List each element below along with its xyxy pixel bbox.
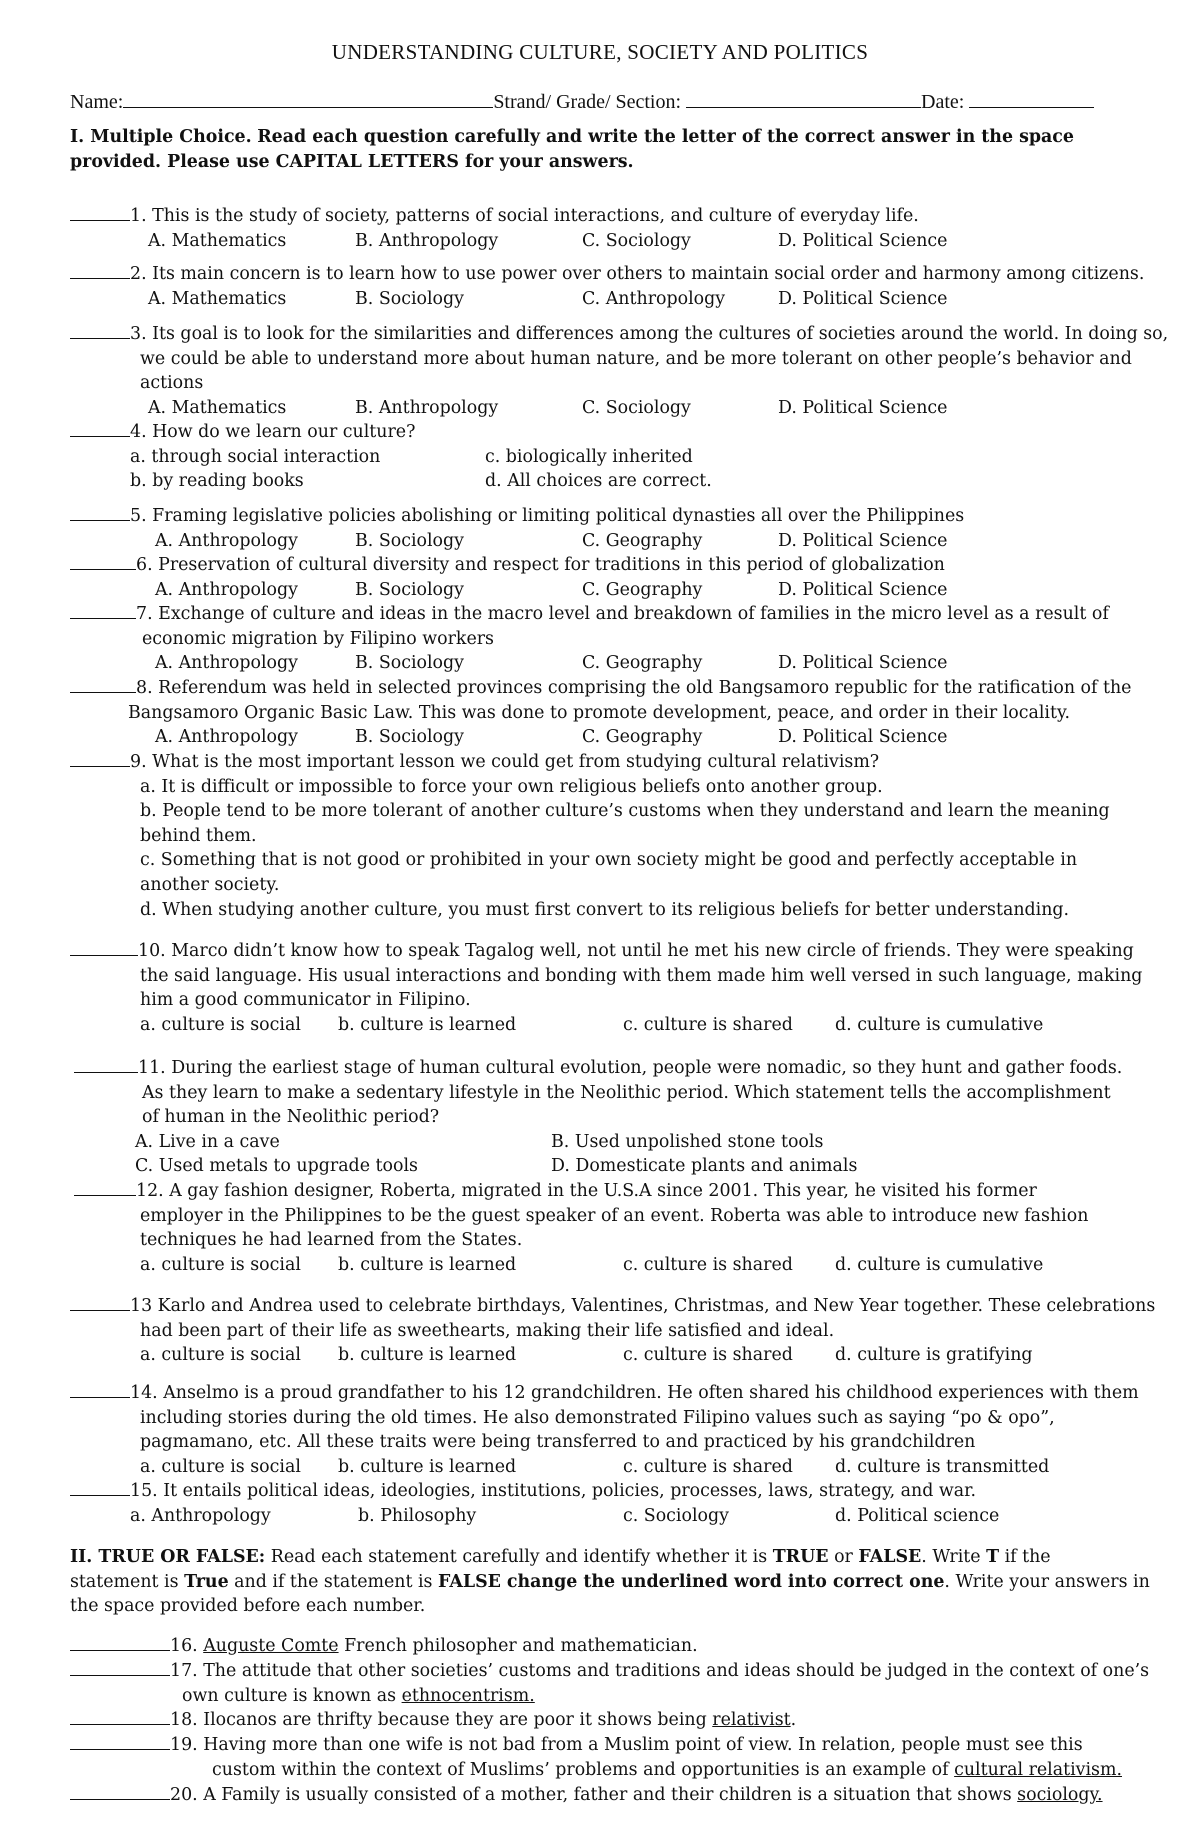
option-a: a. culture is social (140, 1254, 301, 1275)
option-a: A. Anthropology (155, 727, 298, 748)
option-a: A. Live in a cave (135, 1131, 280, 1152)
part2-instructions (70, 1545, 1150, 1619)
question-text-cont: economic migration by Filipino workers (142, 628, 494, 649)
option-c: c. biologically inherited (485, 446, 693, 467)
question-number: 8. (136, 678, 153, 698)
option-d: D. Political Science (778, 579, 948, 600)
option-a: a. culture is social (140, 1345, 301, 1366)
option-c: C. Geography (582, 579, 703, 600)
part2-true-word: True (184, 1571, 229, 1592)
question-text: Framing legislative policies abolishing or limiting political dynasties all over the Philippines (152, 506, 965, 526)
option-d: D. Political Science (778, 230, 948, 251)
question-text: Preservation of cultural diversity and respect for traditions in this period of globalization (158, 555, 945, 575)
question-11 (70, 1054, 1155, 1179)
question-3 (70, 320, 1169, 420)
part2-text: if the (1004, 1547, 1051, 1567)
question-15 (70, 1477, 1155, 1528)
underlined-term: ethnocentrism. (401, 1685, 535, 1706)
answer-blank-4[interactable] (70, 418, 130, 437)
underlined-term: Auguste Comte (203, 1636, 339, 1656)
options-6 (70, 578, 1155, 603)
part2-heading: II. TRUE OR FALSE: (70, 1547, 266, 1567)
answer-blank-20[interactable] (70, 1781, 170, 1800)
option-a: a. It is difficult or impossible to force your own religious beliefs onto another group. (140, 776, 883, 797)
statement-text: A Family is usually consisted of a mother, father and their children is a situation that shows (203, 1785, 1018, 1805)
question-10 (70, 937, 1155, 1037)
option-a: A. Mathematics (148, 288, 287, 309)
option-c: C. Sociology (582, 397, 691, 418)
question-text-cont: of human in the Neolithic period? (142, 1107, 440, 1128)
part2-text: or (834, 1547, 853, 1567)
option-d: d. culture is cumulative (835, 1254, 1044, 1275)
question-text: A gay fashion designer, Roberta, migrated in the U.S.A since 2001. This year, he visited his former (169, 1181, 1037, 1201)
option-b: B. Anthropology (355, 397, 499, 418)
option-b: B. Sociology (355, 727, 464, 748)
option-a: a. culture is social (140, 1456, 301, 1477)
option-c: C. Sociology (582, 230, 691, 251)
question-4 (70, 418, 1155, 494)
statement-text: . (790, 1710, 797, 1730)
answer-blank-3[interactable] (70, 320, 130, 339)
underlined-term: cultural relativism. (954, 1759, 1122, 1780)
part2-text: . Write (921, 1547, 981, 1567)
question-number: 6. (136, 555, 153, 575)
question-6 (70, 551, 1155, 602)
option-a: a. through social interaction (130, 446, 381, 467)
statement-text: custom within the context of Muslims’ problems and opportunities is an example of (212, 1759, 955, 1780)
question-text: Its goal is to look for the similarities and differences among the cultures of societies around the world. In doing so, (152, 324, 1169, 344)
statement-number: 19. (170, 1735, 198, 1755)
question-text-cont: actions (140, 373, 204, 394)
option-a: a. Anthropology (130, 1505, 271, 1526)
question-text-cont: including stories during the old times. He also demonstrated Filipino values such as saying “po & opo”, (140, 1407, 1055, 1428)
options-15 (70, 1504, 1155, 1529)
option-b: b. by reading books (130, 471, 304, 492)
answer-blank-9[interactable] (70, 748, 130, 767)
question-text: This is the study of society, patterns of social interactions, and culture of everyday life. (152, 206, 919, 226)
part2-text: the space provided before each number. (70, 1596, 426, 1617)
option-a: a. culture is social (140, 1014, 301, 1035)
part2-true-word: TRUE (772, 1547, 829, 1567)
question-text-cont: Bangsamoro Organic Basic Law. This was done to promote development, peace, and order in their locality. (128, 702, 1071, 723)
question-text-cont: employer in the Philippines to be the guest speaker of an event. Roberta was able to introduce new fashion (140, 1205, 1089, 1226)
option-b: B. Sociology (355, 579, 464, 600)
answer-blank-12[interactable] (74, 1177, 136, 1196)
option-b: b. culture is learned (338, 1014, 517, 1035)
option-c: c. culture is shared (623, 1456, 793, 1477)
option-d: D. Political Science (778, 288, 948, 309)
underlined-term: sociology. (1017, 1785, 1103, 1805)
statement-text: Having more than one wife is not bad from a Muslim point of view. In relation, people must see this (203, 1735, 1083, 1755)
options-2 (70, 287, 1155, 312)
option-b: B. Sociology (355, 288, 464, 309)
option-a: A. Anthropology (155, 530, 298, 551)
question-text: Anselmo is a proud grandfather to his 12 grandchildren. He often shared his childhood experiences with them (163, 1383, 1139, 1403)
statement-19 (70, 1731, 1155, 1782)
options-14 (70, 1455, 1155, 1480)
answer-blank-13[interactable] (70, 1292, 130, 1311)
question-9 (70, 748, 1155, 922)
question-text-cont: techniques he had learned from the States. (140, 1230, 523, 1251)
statement-16 (70, 1632, 1155, 1659)
options-12 (70, 1253, 1155, 1278)
name-field[interactable] (123, 89, 493, 108)
option-a: A. Mathematics (148, 397, 287, 418)
option-d: D. Political Science (778, 530, 948, 551)
part2-text: Read each statement carefully and identify whether it is (270, 1547, 768, 1567)
question-text: What is the most important lesson we could get from studying cultural relativism? (152, 752, 880, 772)
option-b: b. Philosophy (358, 1505, 477, 1526)
options-5 (70, 529, 1155, 554)
question-12 (70, 1177, 1155, 1277)
statement-number: 17. (170, 1661, 198, 1681)
answer-blank-19[interactable] (70, 1731, 170, 1750)
answer-blank-18[interactable] (70, 1706, 170, 1725)
options-1 (70, 229, 1155, 254)
question-number: 5. (130, 506, 147, 526)
answer-blank-7[interactable] (70, 600, 136, 619)
page-title: UNDERSTANDING CULTURE, SOCIETY AND POLITICS (331, 40, 869, 64)
question-text: Exchange of culture and ideas in the macro level and breakdown of families in the micro level as a result of (158, 604, 1109, 624)
options-8 (70, 725, 1155, 750)
statement-20 (70, 1781, 1155, 1808)
question-number: 1. (130, 206, 147, 226)
question-text: Its main concern is to learn how to use power over others to maintain social order and harmony among citizens. (152, 264, 1145, 284)
answer-blank-1[interactable] (70, 202, 130, 221)
option-c: c. culture is shared (623, 1014, 793, 1035)
option-c: c. culture is shared (623, 1254, 793, 1275)
options-10 (70, 1013, 1155, 1038)
part2-text: . Write your answers in (944, 1571, 1150, 1592)
options-11-row1 (70, 1130, 1155, 1155)
part2-t-word: T (986, 1547, 1000, 1567)
question-text-cont: pagmamano, etc. All these traits were being transferred to and practiced by his grandchildren (140, 1432, 976, 1453)
option-c: C. Geography (582, 530, 703, 551)
option-b: B. Sociology (355, 530, 464, 551)
statement-number: 16. (170, 1636, 198, 1656)
question-text-cont: we could be able to understand more about human nature, and be more tolerant on other people’s behavior and (140, 348, 1132, 369)
question-text: Karlo and Andrea used to celebrate birthdays, Valentines, Christmas, and New Year together. These celebrations (157, 1296, 1156, 1316)
question-number: 3. (130, 324, 147, 344)
statement-text: Ilocanos are thrifty because they are poor it shows being (203, 1710, 713, 1730)
question-number: 13 (130, 1296, 153, 1316)
answer-blank-2[interactable] (70, 260, 130, 279)
question-text-cont: As they learn to make a sedentary lifestyle in the Neolithic period. Which statement tells the accomplishment (142, 1082, 1111, 1103)
option-d: d. When studying another culture, you must first convert to its religious beliefs for better understanding. (140, 899, 1070, 920)
option-d: D. Political Science (778, 727, 948, 748)
answer-blank-17[interactable] (70, 1657, 170, 1676)
part1-heading: I. Multiple Choice. (70, 127, 252, 147)
part1-instructions (70, 125, 1150, 175)
statement-text: French philosopher and mathematician. (338, 1636, 698, 1656)
option-d: D. Political Science (778, 653, 948, 674)
part2-text: and if the statement is (234, 1571, 433, 1592)
question-number: 4. (130, 422, 147, 442)
question-number: 7. (136, 604, 153, 624)
option-b: b. People tend to be more tolerant of another culture’s customs when they understand and learn the meaning behind them. (140, 801, 1110, 846)
answer-blank-14[interactable] (70, 1379, 130, 1398)
question-1 (70, 202, 1155, 253)
options-11-row2 (70, 1154, 1155, 1179)
options-4-row1 (70, 445, 1155, 470)
answer-blank-6[interactable] (70, 551, 136, 570)
question-number: 15. (130, 1481, 158, 1501)
answer-blank-5[interactable] (70, 502, 130, 521)
question-2 (70, 260, 1155, 311)
options-7 (70, 651, 1155, 676)
option-c: C. Geography (582, 653, 703, 674)
question-5 (70, 502, 1155, 553)
question-number: 12. (136, 1181, 164, 1201)
question-number: 9. (130, 752, 147, 772)
question-7 (70, 600, 1155, 676)
answer-blank-15[interactable] (70, 1477, 130, 1496)
question-text-cont: had been part of their life as sweethearts, making their life satisfied and ideal. (140, 1320, 835, 1341)
option-b: B. Used unpolished stone tools (551, 1131, 824, 1152)
date-label: Date: (921, 91, 965, 113)
options-13 (70, 1343, 1155, 1368)
option-b: b. culture is learned (338, 1456, 517, 1477)
underlined-term: relativist (712, 1710, 791, 1730)
question-number: 2. (130, 264, 147, 284)
date-field[interactable] (969, 89, 1094, 108)
option-d: d. culture is cumulative (835, 1014, 1044, 1035)
option-a: A. Mathematics (148, 230, 287, 251)
option-c: C. Anthropology (582, 288, 726, 309)
option-c: c. culture is shared (623, 1345, 793, 1366)
part1-instruction: Read each question carefully and write the letter of the correct answer in the space provided. Please use CAPITAL LETTERS for your answers. (70, 127, 1074, 172)
option-a: A. Anthropology (155, 653, 298, 674)
name-label: Name: (70, 91, 124, 113)
question-text-cont: him a good communicator in Filipino. (140, 990, 471, 1011)
question-number: 10. (138, 941, 166, 961)
answer-blank-8[interactable] (70, 674, 136, 693)
statement-text: own culture is known as (182, 1685, 402, 1706)
strand-field[interactable] (686, 89, 921, 108)
question-text: Referendum was held in selected provinces comprising the old Bangsamoro republic for the ratification of the (158, 678, 1132, 698)
option-b: b. culture is learned (338, 1254, 517, 1275)
option-b: B. Anthropology (355, 230, 499, 251)
options-4-row2 (70, 469, 1155, 494)
statement-18 (70, 1706, 1155, 1733)
option-d: d. culture is transmitted (835, 1456, 1050, 1477)
statement-number: 20. (170, 1785, 198, 1805)
option-d: d. All choices are correct. (485, 471, 712, 492)
option-b: B. Sociology (355, 653, 464, 674)
option-d: D. Political Science (778, 397, 948, 418)
option-d: D. Domesticate plants and animals (551, 1156, 858, 1177)
part2-text: statement is (70, 1571, 179, 1592)
question-number: 14. (130, 1383, 158, 1403)
question-text: During the earliest stage of human cultural evolution, people were nomadic, so they hunt and gather foods. (171, 1058, 1123, 1078)
option-c: C. Geography (582, 727, 703, 748)
part2-false-word: FALSE (858, 1547, 922, 1567)
statement-number: 18. (170, 1710, 198, 1730)
statement-17 (70, 1657, 1155, 1708)
option-c: c. Something that is not good or prohibited in your own society might be good and perfectly acceptable in another society. (140, 850, 1078, 895)
question-14 (70, 1379, 1155, 1479)
option-d: d. Political science (835, 1505, 1000, 1526)
question-text-cont: the said language. His usual interactions and bonding with them made him well versed in such language, making (140, 965, 1143, 986)
answer-blank-11[interactable] (74, 1054, 138, 1073)
option-a: A. Anthropology (155, 579, 298, 600)
option-c: C. Used metals to upgrade tools (135, 1156, 418, 1177)
question-8 (70, 674, 1155, 750)
options-3 (70, 396, 1155, 421)
question-text: Marco didn’t know how to speak Tagalog well, not until he met his new circle of friends. They were speaking (171, 941, 1134, 961)
question-number: 11. (138, 1058, 166, 1078)
answer-blank-16[interactable] (70, 1632, 170, 1651)
question-text: It entails political ideas, ideologies, institutions, policies, processes, laws, strategy, and war. (163, 1481, 977, 1501)
question-13 (70, 1292, 1155, 1368)
option-b: b. culture is learned (338, 1345, 517, 1366)
option-d: d. culture is gratifying (835, 1345, 1033, 1366)
question-text: How do we learn our culture? (152, 422, 416, 442)
student-info-line (70, 89, 1140, 115)
answer-blank-10[interactable] (70, 937, 138, 956)
statement-text: The attitude that other societies’ customs and traditions and ideas should be judged in the context of one’s (203, 1661, 1150, 1681)
part2-false-instruction: FALSE change the underlined word into correct one (438, 1571, 945, 1592)
strand-label: Strand/ Grade/ Section: (493, 91, 682, 113)
option-c: c. Sociology (623, 1505, 729, 1526)
